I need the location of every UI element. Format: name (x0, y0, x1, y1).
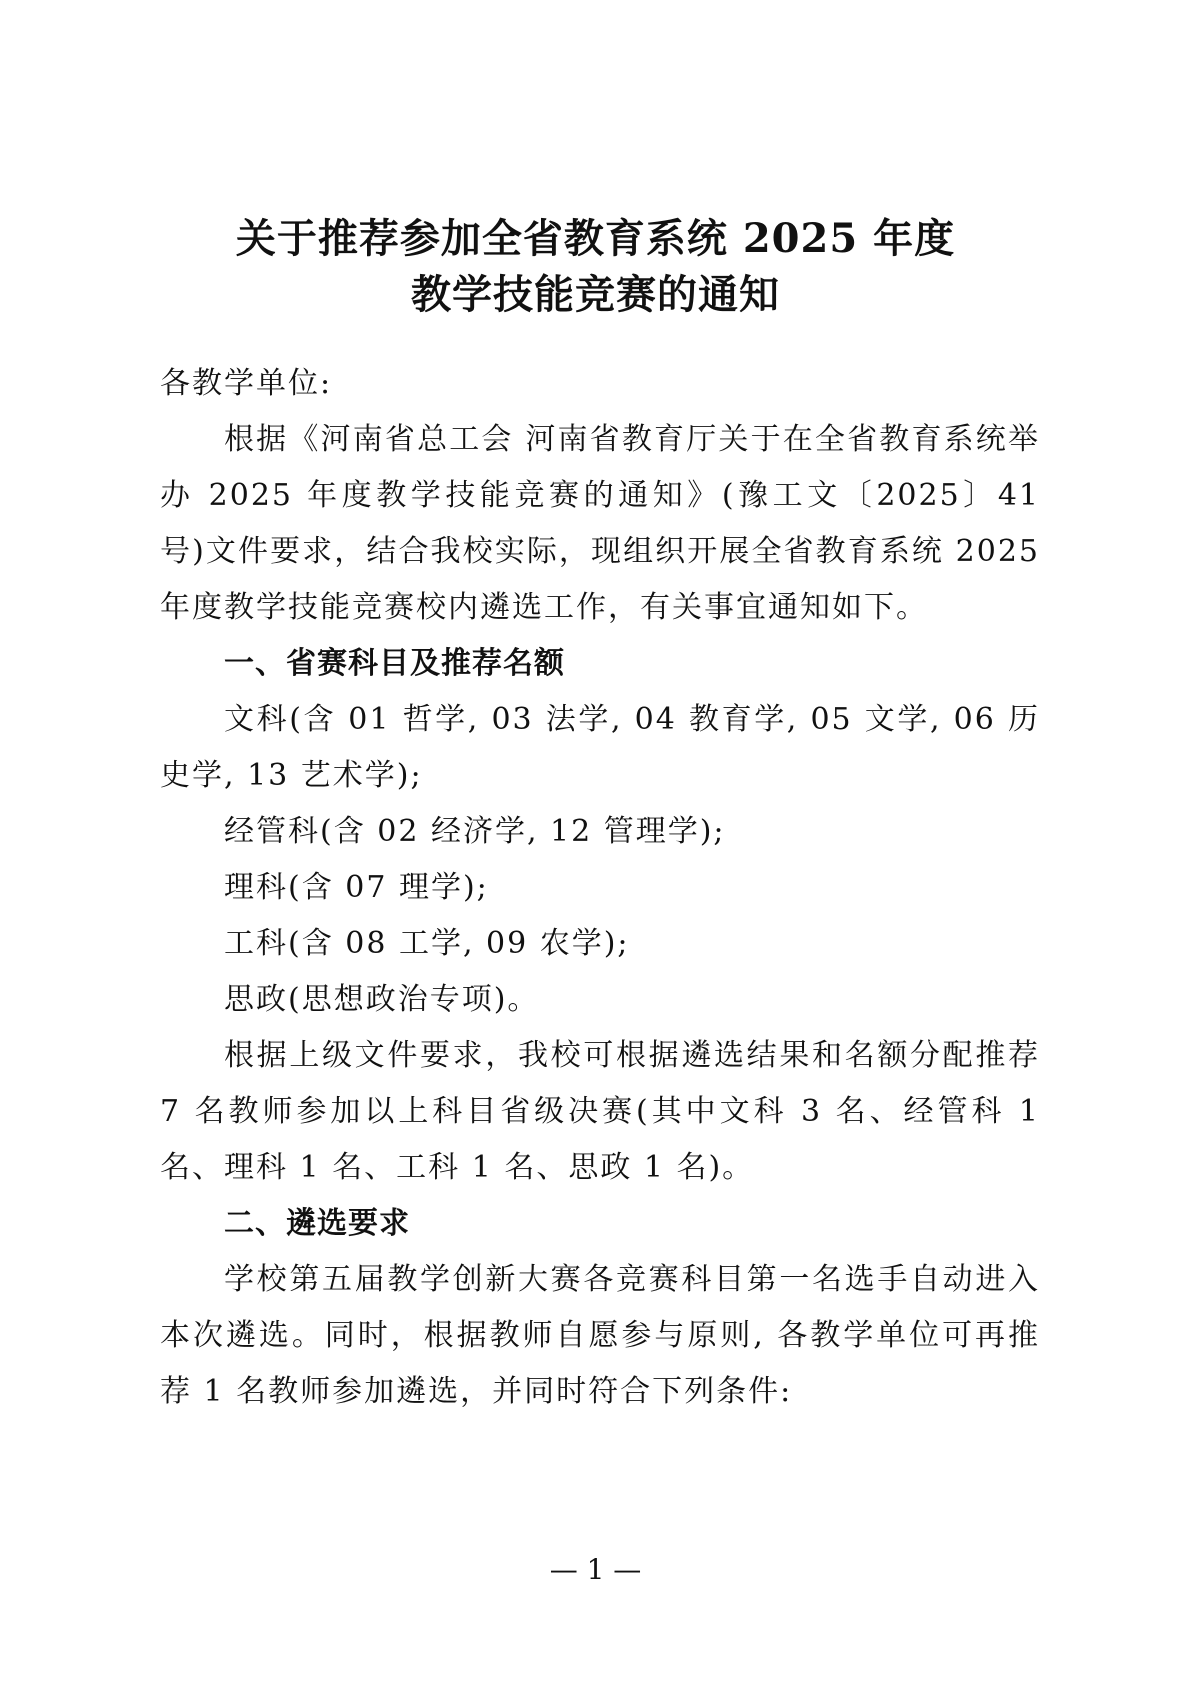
requirements-paragraph: 学校第五届教学创新大赛各竞赛科目第一名选手自动进入本次遴选。同时，根据教师自愿参与原则, 各教学单位可再推荐 1 名教师参加遴选，并同时符合下列条件: (160, 1262, 1040, 1409)
subject-item-science: 理科(含 07 理学); (224, 870, 489, 905)
salutation: 各教学单位: (160, 366, 333, 401)
section-2-heading: 二、遴选要求 (224, 1206, 410, 1241)
quota-paragraph: 根据上级文件要求，我校可根据遴选结果和名额分配推荐 7 名教师参加以上科目省级决赛(其中文科 3 名、经管科 1 名、理科 1 名、工科 1 名、思政 1 名)。 (160, 1038, 1040, 1185)
document-title-line-1: 关于推荐参加全省教育系统 2025 年度 (235, 215, 956, 262)
subject-item-liberal-arts: 文科(含 01 哲学, 03 法学, 04 教育学, 05 文学, 06 历史学, 13 艺术学); (160, 702, 1040, 793)
document-title-line-2: 教学技能竞赛的通知 (411, 271, 780, 318)
subject-item-engineering: 工科(含 08 工学, 09 农学); (224, 926, 630, 961)
intro-paragraph: 根据《河南省总工会 河南省教育厅关于在全省教育系统举办 2025 年度教学技能竞赛的通知》(豫工文〔2025〕41 号)文件要求，结合我校实际，现组织开展全省教育系统 2025 年度教学技能竞赛校内遴选工作，有关事宜通知如下。 (160, 422, 1040, 625)
page-number: — 1 — (549, 1553, 642, 1586)
subject-item-economics-management: 经管科(含 02 经济学, 12 管理学); (224, 814, 726, 849)
subject-item-ideology: 思政(思想政治专项)。 (224, 982, 540, 1017)
section-1-heading: 一、省赛科目及推荐名额 (224, 646, 565, 681)
